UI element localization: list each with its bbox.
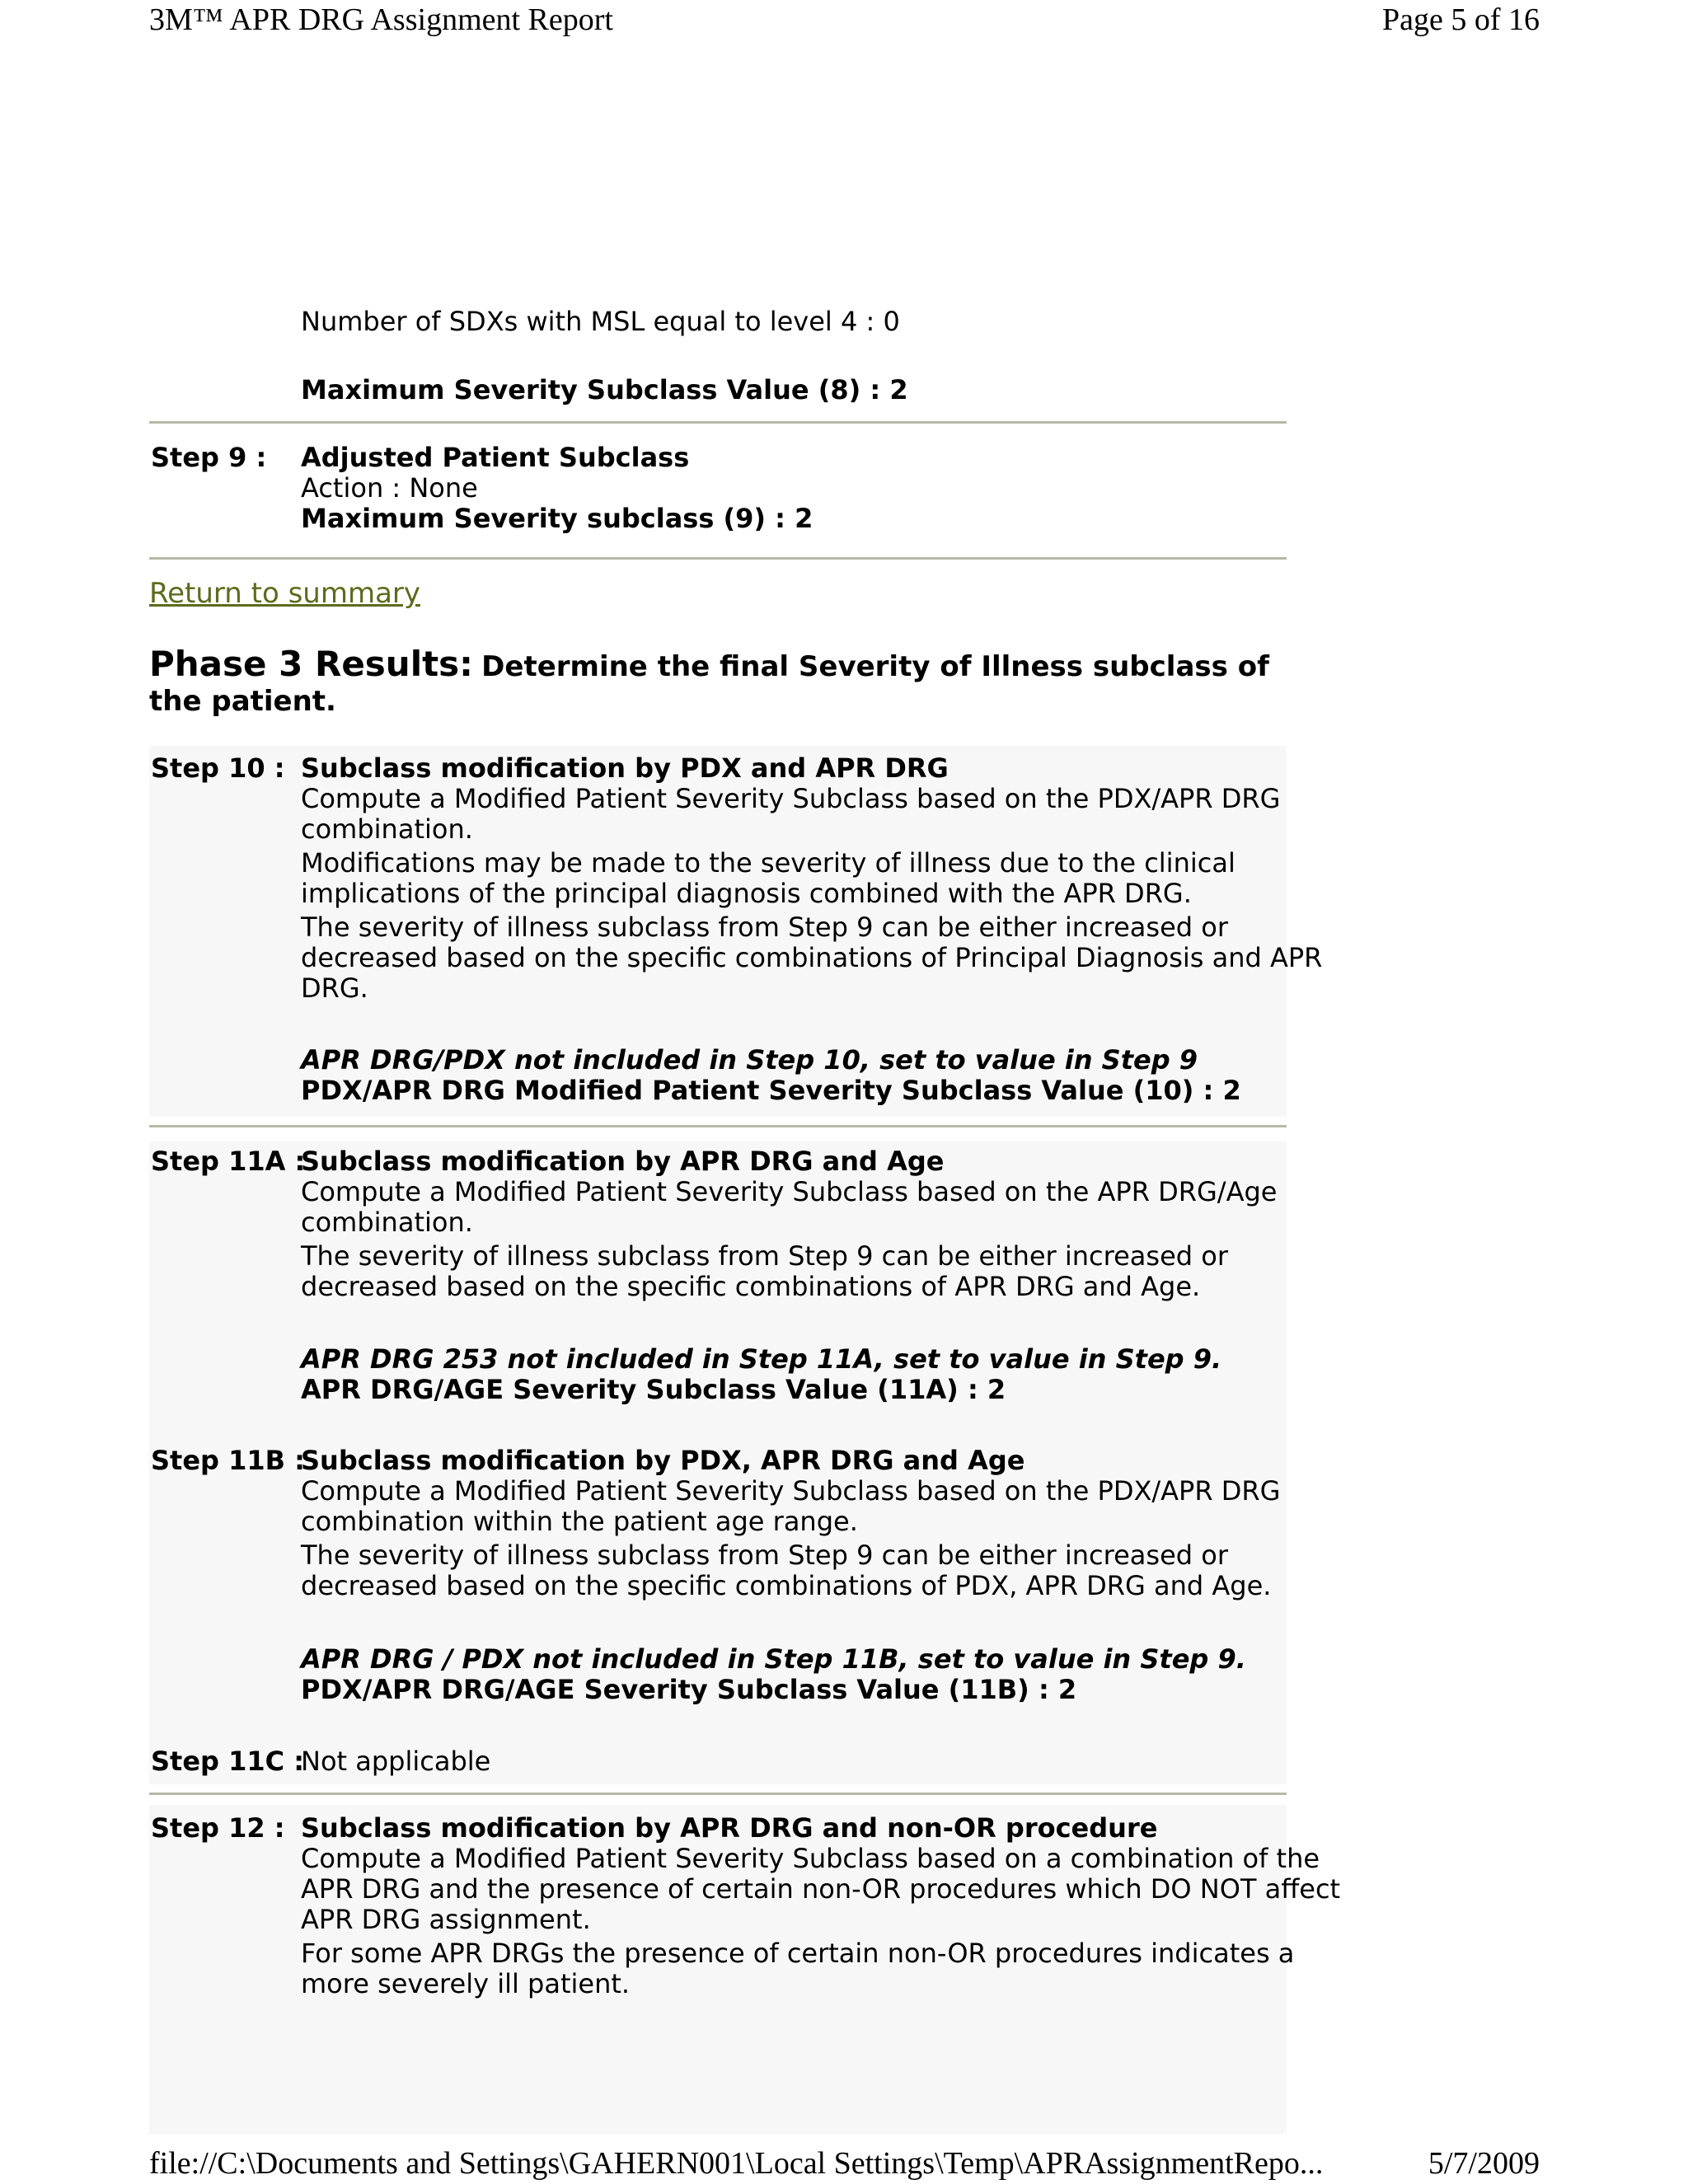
- step11b-result: PDX/APR DRG/AGE Severity Subclass Value (11B) : 2: [301, 1674, 1077, 1705]
- max-severity-value-8: Maximum Severity Subclass Value (8) : 2: [301, 374, 908, 405]
- step8-section: [301, 307, 1438, 337]
- page-number: Page 5 of 16: [1381, 2, 1540, 37]
- step11a-result: APR DRG/AGE Severity Subclass Value (11A) : 2: [301, 1374, 1006, 1405]
- step12-paragraph-line: APR DRG assignment.: [301, 1904, 591, 1935]
- step9-title: Adjusted Patient Subclass: [301, 442, 690, 473]
- step11c-body: [301, 1746, 1438, 1777]
- step12-paragraph-line: more severely ill patient.: [301, 1968, 631, 1999]
- step11a-title: Subclass modification by APR DRG and Age: [301, 1146, 945, 1177]
- step10-paragraph-line: implications of the principal diagnosis combined with the APR DRG.: [301, 878, 1192, 909]
- report-title: 3M™ APR DRG Assignment Report: [149, 2, 613, 37]
- step11c-label: Step 11C :: [151, 1746, 305, 1777]
- step10-paragraph-line: decreased based on the specific combinations of Principal Diagnosis and APR: [301, 942, 1323, 973]
- step11b-paragraph-line: Compute a Modified Patient Severity Subclass based on the PDX/APR DRG: [301, 1475, 1281, 1507]
- step11b-paragraph-line: decreased based on the specific combinations of PDX, APR DRG and Age.: [301, 1570, 1272, 1601]
- divider: [149, 421, 1287, 424]
- step11a-body: [301, 1146, 1438, 1302]
- step12-label: Step 12 :: [151, 1812, 285, 1844]
- step12-body: [301, 1813, 1438, 1999]
- step11b-paragraph-line: The severity of illness subclass from Step 9 can be either increased or: [301, 1540, 1228, 1571]
- divider: [149, 1125, 1287, 1127]
- phase3-subtitle-line1: Determine the final Severity of Illness subclass of: [481, 650, 1269, 683]
- step9-action: Action : None: [301, 472, 478, 504]
- step10-paragraph-line: The severity of illness subclass from Step 9 can be either increased or: [301, 912, 1228, 943]
- step10-paragraph-line: combination.: [301, 813, 473, 845]
- divider: [149, 557, 1287, 560]
- step11b-label: Step 11B :: [151, 1445, 305, 1476]
- step10-paragraph-line: Modifications may be made to the severity of illness due to the clinical: [301, 847, 1236, 879]
- step10-result: PDX/APR DRG Modified Patient Severity Subclass Value (10) : 2: [301, 1075, 1241, 1106]
- step11b-title: Subclass modification by PDX, APR DRG and Age: [301, 1445, 1025, 1476]
- step10-paragraph-line: DRG.: [301, 972, 368, 1004]
- step11c-text: Not applicable: [301, 1746, 491, 1777]
- phase3-title: Phase 3 Results:: [149, 644, 473, 684]
- step10-note: APR DRG/PDX not included in Step 10, set to value in Step 9: [301, 1044, 1198, 1076]
- return-to-summary-link[interactable]: Return to summary: [149, 577, 421, 610]
- step11b-body: [301, 1446, 1438, 1601]
- step11a-label: Step 11A :: [151, 1146, 306, 1177]
- step9-label: Step 9 :: [151, 442, 267, 473]
- step11b-paragraph-line: combination within the patient age range.: [301, 1506, 858, 1537]
- footer-date: 5/7/2009: [1428, 2146, 1540, 2181]
- step11b-note: APR DRG / PDX not included in Step 11B, set to value in Step 9.: [301, 1643, 1246, 1675]
- step9-result: Maximum Severity subclass (9) : 2: [301, 503, 814, 534]
- divider: [149, 1793, 1287, 1795]
- step10-title: Subclass modification by PDX and APR DRG: [301, 752, 949, 784]
- step12-paragraph-line: For some APR DRGs the presence of certain non-OR procedures indicates a: [301, 1938, 1295, 1969]
- step11a-paragraph-line: decreased based on the specific combinations of APR DRG and Age.: [301, 1271, 1201, 1302]
- step8-result: [301, 375, 1438, 405]
- step11a-paragraph-line: combination.: [301, 1207, 473, 1238]
- step12-paragraph-line: APR DRG and the presence of certain non-OR procedures which DO NOT affect: [301, 1873, 1341, 1905]
- step11a-paragraph-line: The severity of illness subclass from Step 9 can be either increased or: [301, 1240, 1228, 1272]
- step10-label: Step 10 :: [151, 752, 285, 784]
- step11a-note: APR DRG 253 not included in Step 11A, set to value in Step 9.: [301, 1343, 1222, 1375]
- step11b-outcome: [301, 1644, 1438, 1705]
- step12-paragraph-line: Compute a Modified Patient Severity Subclass based on a combination of the: [301, 1843, 1320, 1874]
- step11a-paragraph-line: Compute a Modified Patient Severity Subclass based on the APR DRG/Age: [301, 1176, 1278, 1207]
- step10-paragraph-line: Compute a Modified Patient Severity Subclass based on the PDX/APR DRG: [301, 783, 1281, 814]
- sdx-level4-count: Number of SDXs with MSL equal to level 4 : 0: [301, 306, 900, 337]
- phase3-heading: [149, 644, 1287, 719]
- phase3-subtitle-line2: the patient.: [149, 685, 336, 718]
- step11a-outcome: [301, 1344, 1438, 1405]
- step9-body: [301, 443, 1438, 534]
- footer-file-path: file://C:\Documents and Settings\GAHERN001\Local Settings\Temp\APRAssignmentRepo...: [149, 2146, 1324, 2181]
- step10-body: [301, 753, 1438, 1004]
- step12-title: Subclass modification by APR DRG and non-OR procedure: [301, 1812, 1158, 1844]
- step10-outcome: [301, 1045, 1438, 1106]
